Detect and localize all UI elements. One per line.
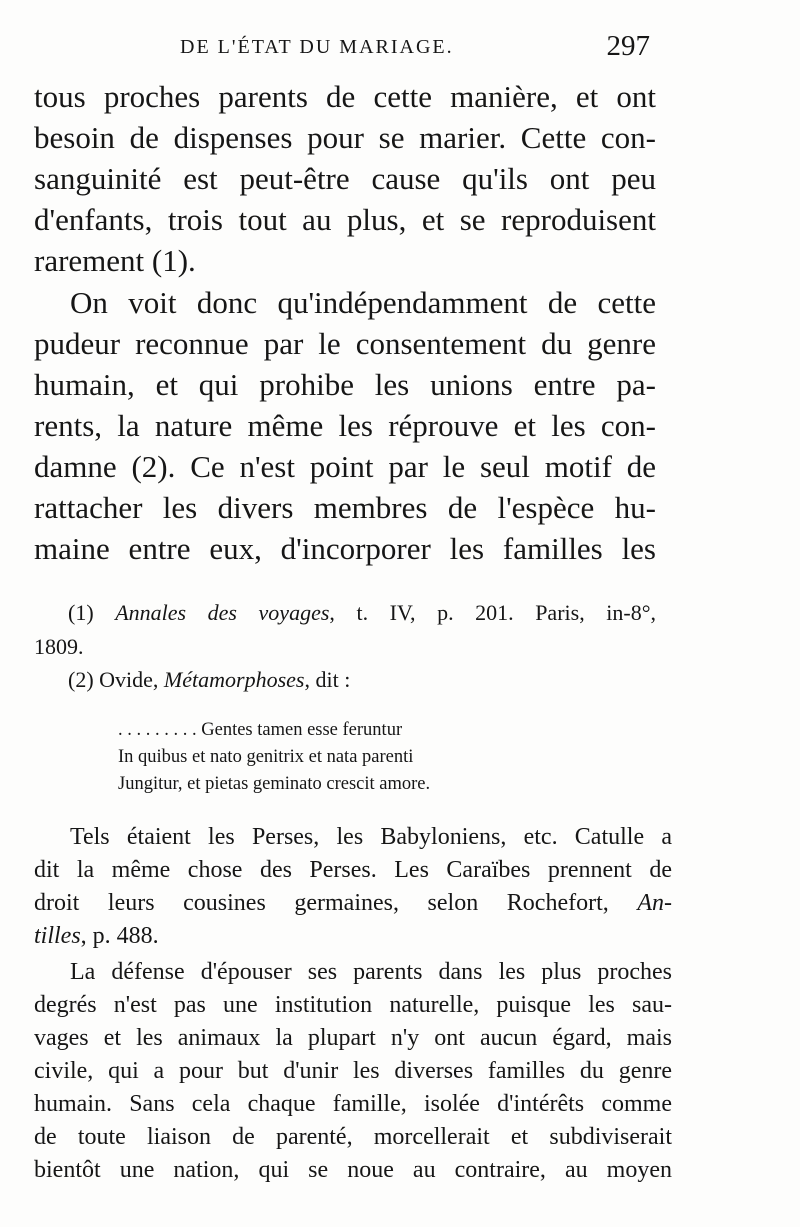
text-line (34, 886, 672, 920)
quote-line: Jungitur, et pietas geminato crescit amore. (118, 774, 431, 794)
text-line: humain. Sans cela chaque famille, isolée d'intérêts comme (34, 1091, 672, 1117)
text-line: pudeur reconnue par le consentement du genre (34, 326, 656, 361)
text-line (34, 919, 159, 953)
text-line: La défense d'épouser ses parents dans les plus proches (70, 959, 672, 985)
text-line: humain, et qui prohibe les unions entre pa- (34, 367, 656, 402)
text-line: Tels étaient les Perses, les Babyloniens, etc. Catulle a (70, 824, 672, 850)
quote-line: . . . . . . . . . Gentes tamen esse feruntur (118, 720, 403, 740)
quote-line: In quibus et nato genitrix et nata parenti (118, 747, 414, 767)
text-line: civile, qui a pour but d'unir les diverses familles du genre (34, 1058, 672, 1084)
footnote-source-title: Annales des voyages (115, 600, 330, 625)
text-span: droit leurs cousines germaines, selon Rochefort, (34, 890, 609, 916)
text-line: d'enfants, trois tout au plus, et se reproduisent (34, 202, 656, 237)
footnote-marker: (2) Ovide, (68, 667, 159, 692)
footnote-2 (68, 664, 350, 696)
footnote-source-detail: , t. IV, p. 201. Paris, in-8°, (329, 600, 656, 625)
footnote-marker: (1) (68, 600, 94, 625)
text-line: rarement (1). (34, 243, 196, 278)
text-line: rents, la nature même les réprouve et les con- (34, 408, 656, 443)
italic-word: An- (637, 890, 672, 916)
text-line: sanguinité est peut-être cause qu'ils ont peu (34, 161, 656, 196)
page-number: 297 (606, 30, 650, 62)
text-line: On voit donc qu'indépendamment de cette (70, 285, 656, 320)
running-title: DE L'ÉTAT DU MARIAGE. (180, 36, 454, 58)
text-line: bientôt une nation, qui se noue au contraire, au moyen (34, 1157, 672, 1183)
footnote-1 (68, 597, 656, 629)
text-line: dit la même chose des Perses. Les Caraïbes prennent de (34, 857, 672, 883)
text-line: damne (2). Ce n'est point par le seul motif de (34, 449, 656, 484)
text-line: vages et les animaux la plupart n'y ont aucun égard, mais (34, 1025, 672, 1051)
footnote-source-title: Métamorphoses (163, 667, 305, 692)
text-line: maine entre eux, d'incorporer les familles les (34, 531, 656, 566)
italic-word: tilles (34, 923, 81, 949)
text-span: , p. 488. (80, 923, 159, 949)
text-line: tous proches parents de cette manière, et ont (34, 79, 656, 114)
text-line: rattacher les divers membres de l'espèce hu- (34, 490, 656, 525)
page-header (180, 30, 650, 68)
text-line: besoin de dispenses pour se marier. Cette con- (34, 120, 656, 155)
footnote-1-year: 1809. (34, 634, 84, 659)
text-line: degrés n'est pas une institution naturelle, puisque les sau- (34, 992, 672, 1018)
text-line: de toute liaison de parenté, morcellerait et subdiviserait (34, 1124, 672, 1150)
footnote-source-detail: , dit : (304, 667, 351, 692)
